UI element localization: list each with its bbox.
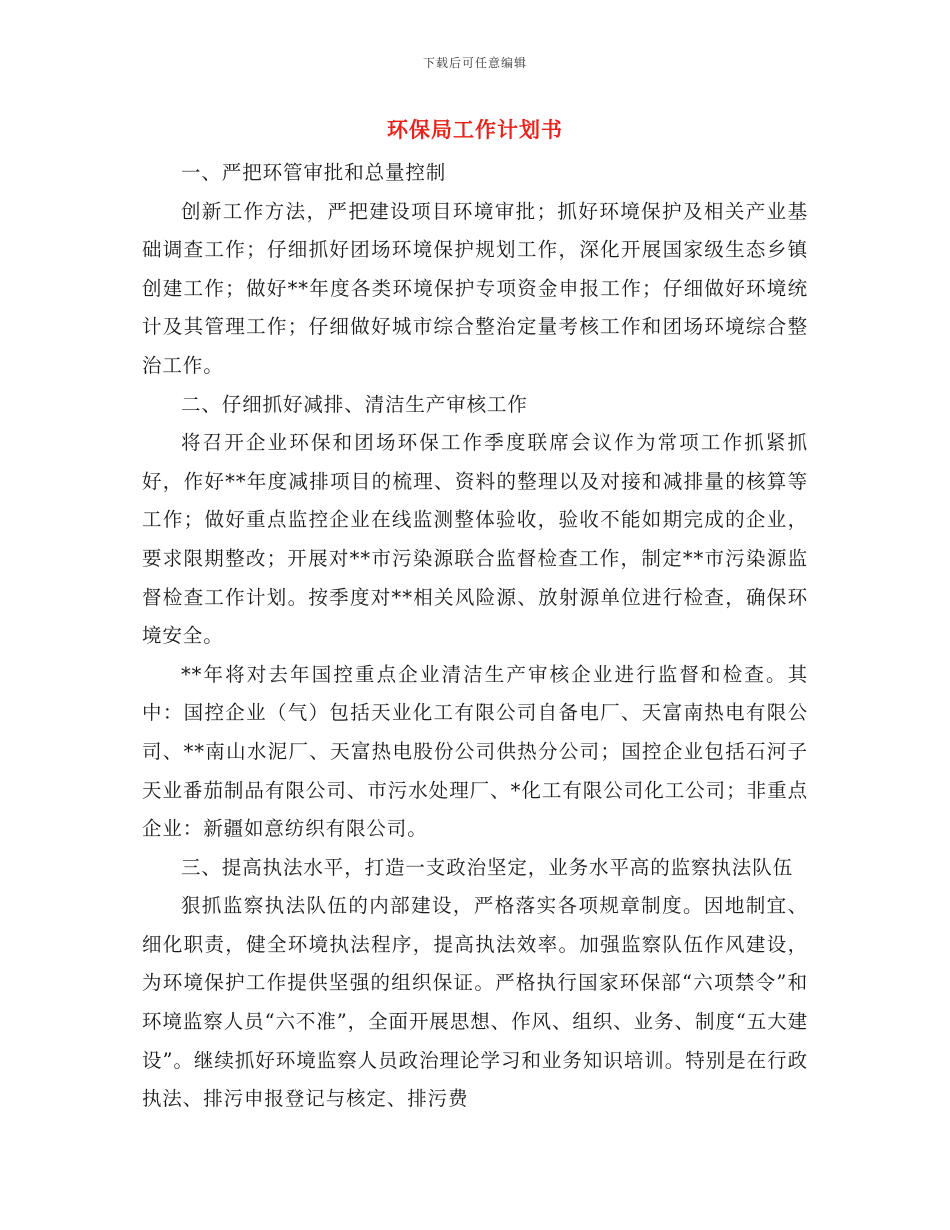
body-paragraph: 创新工作方法，严把建设项目环境审批；抓好环境保护及相关产业基础调查工作；仔细抓好团场环境保护规划工作，深化开展国家级生态乡镇创建工作；做好**年度各类环境保护专项资金申报工作；仔细做好环境统计及其管理工作；仔细做好城市综合整治定量考核工作和团场环境综合整治工作。	[142, 199, 808, 377]
section-heading-3: 三、提高执法水平，打造一支政治坚定，业务水平高的监察执法队伍	[181, 855, 794, 879]
document-title: 环保局工作计划书	[387, 118, 563, 142]
body-paragraph: **年将对去年国控重点企业清洁生产审核企业进行监督和检查。其中：国控企业（气）包括天业化工有限公司自备电厂、天富南热电有限公司、**南山水泥厂、天富热电股份公司供热分公司；国控企业包括石河子天业番茄制品有限公司、市污水处理厂、*化工有限公司化工公司；非重点企业：新疆如意纺织有限公司。	[142, 662, 808, 841]
page-header-note: 下载后可任意编辑	[422, 56, 527, 70]
body-paragraph: 狠抓监察执法队伍的内部建设，严格落实各项规章制度。因地制宜、细化职责，健全环境执法程序，提高执法效率。加强监察队伍作风建设，为环境保护工作提供坚强的组织保证。严格执行国家环保部“六项禁令”和环境监察人员“六不准”，全面开展思想、作风、组织、业务、制度“五大建设”。继续抓好环境监察人员政治理论学习和业务知识培训。特别是在行政执法、排污申报登记与核定、排污费	[142, 894, 808, 1111]
body-paragraph: 将召开企业环保和团场环保工作季度联席会议作为常项工作抓紧抓好，作好**年度减排项目的梳理、资料的整理以及对接和减排量的核算等工作；做好重点监控企业在线监测整体验收，验收不能如期完成的企业，要求限期整改；开展对**市污染源联合监督检查工作，制定**市污染源监督检查工作计划。按季度对**相关风险源、放射源单位进行检查，确保环境安全。	[142, 431, 808, 648]
section-heading-2: 二、仔细抓好减排、清洁生产审核工作	[181, 392, 528, 416]
document-body	[142, 154, 808, 1119]
section-heading-1: 一、严把环管审批和总量控制	[181, 161, 447, 184]
